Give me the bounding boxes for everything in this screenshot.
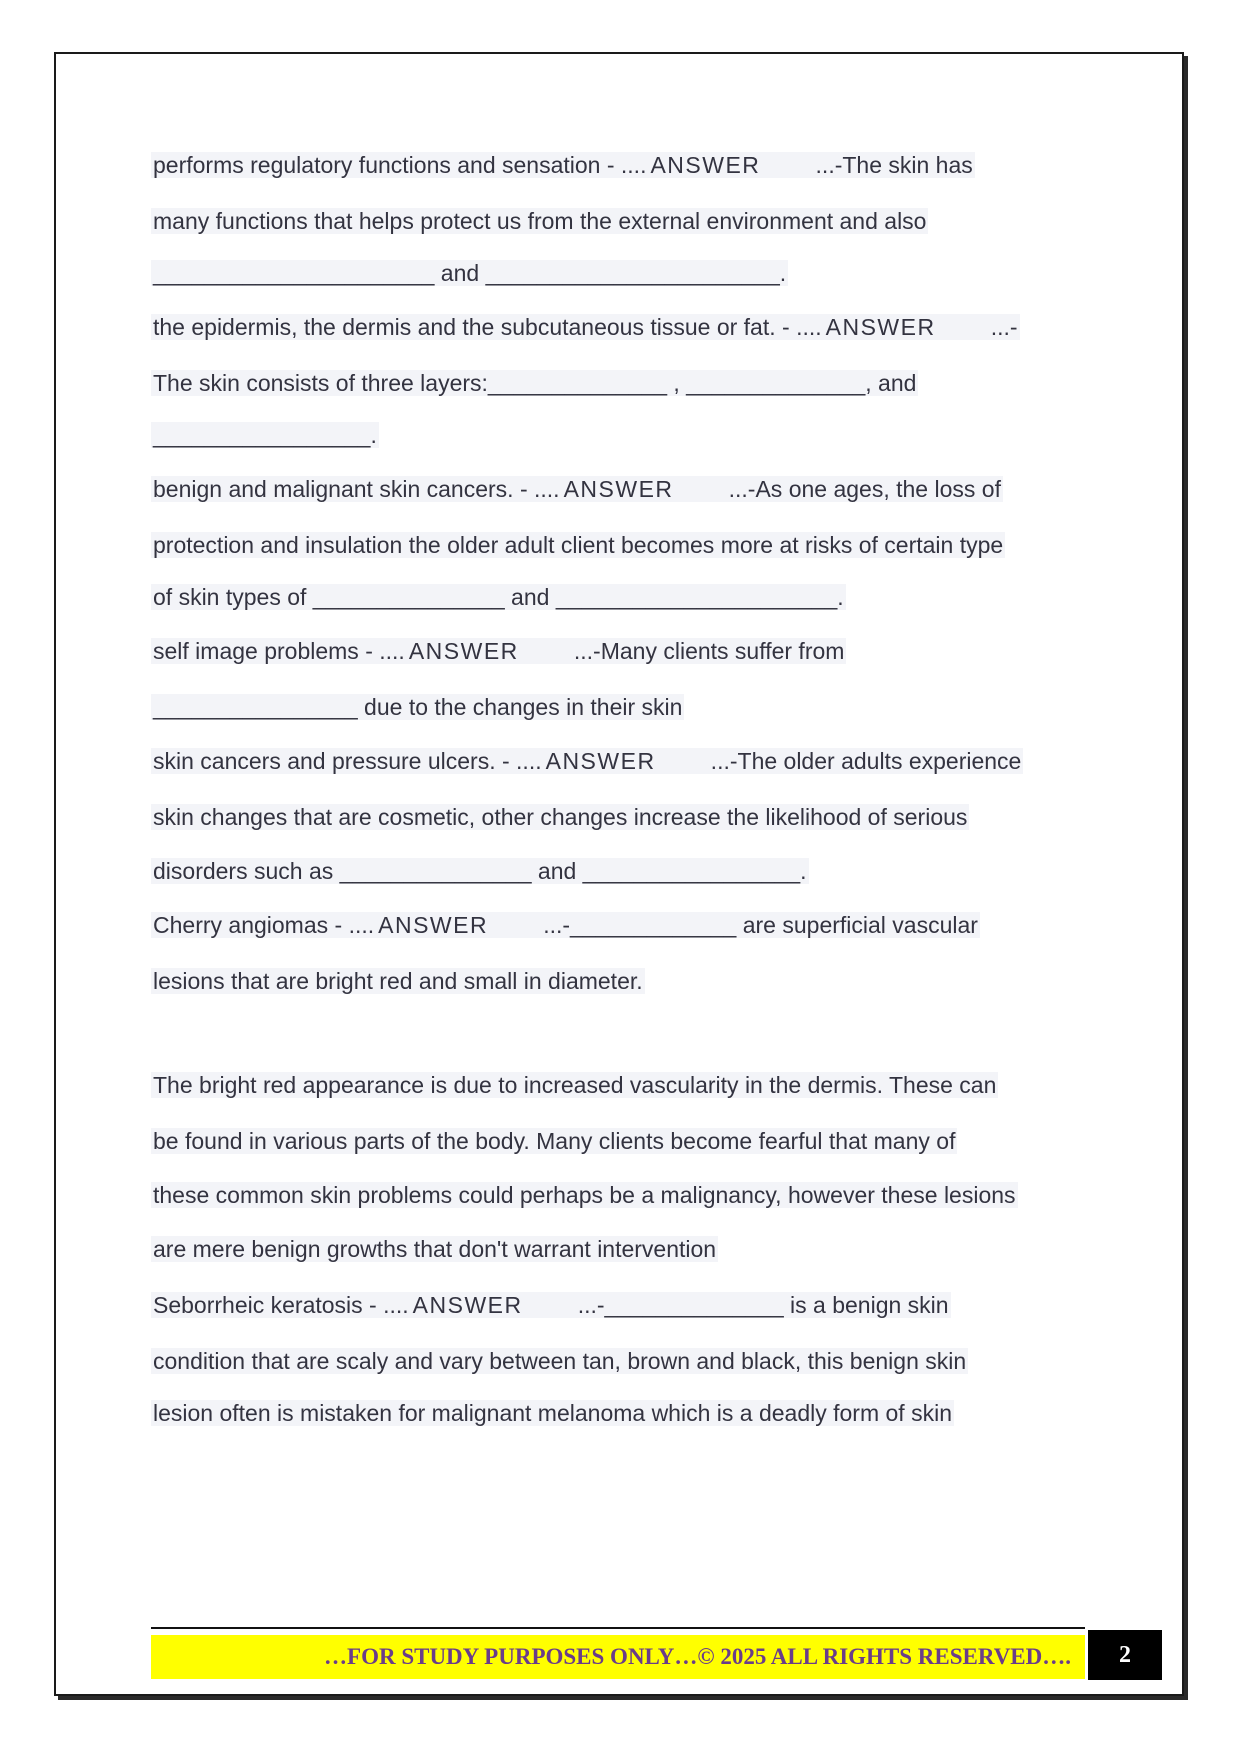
text-line [151,964,645,998]
text-line [151,148,975,182]
question-text: benign and malignant skin cancers. - .... [153,476,560,502]
question-text: the epidermis, the dermis and the subcutaneous tissue or fat. - .... [153,314,822,340]
text-line [151,310,1020,344]
text-line [151,418,379,452]
question-text: Cherry angiomas - .... [153,912,375,938]
footer-banner [151,1635,1085,1679]
text-line [151,1288,951,1322]
text-line [151,744,1023,778]
answer-label: ANSWER [412,1292,523,1318]
text-line-content: lesions that are bright red and small in diameter. [153,968,643,994]
page-number: 2 [1119,1641,1131,1668]
text-line-content: protection and insulation the older adult client becomes more at risks of certain type [153,532,1004,558]
answer-text: ...-The older adults experience [659,748,1022,774]
text-line-content: condition that are scaly and vary between tan, brown and black, this benign skin [153,1348,967,1374]
text-line [151,1068,998,1102]
answer-label: ANSWER [545,748,656,774]
footer-divider [151,1627,1085,1629]
answer-text: ...-As one ages, the loss of [677,476,1001,502]
text-line-content: ______________________ and _______________________. [153,260,787,286]
text-line [151,256,788,290]
text-line [151,1124,957,1158]
text-line-content: The bright red appearance is due to increased vascularity in the dermis. These can [153,1072,997,1098]
text-line-content: are mere benign growths that don't warrant intervention [153,1236,717,1262]
text-line-content: these common skin problems could perhaps be a malignancy, however these lesions [153,1182,1016,1208]
answer-label: ANSWER [650,152,761,178]
text-line-content: skin changes that are cosmetic, other changes increase the likelihood of serious [153,804,968,830]
text-line [151,528,1005,562]
text-line [151,1232,718,1266]
text-line [151,908,980,942]
answer-text: ...-______________ is a benign skin [526,1292,949,1318]
text-line [151,472,1003,506]
answer-text: ...-Many clients suffer from [522,638,845,664]
footer-copyright-text: …FOR STUDY PURPOSES ONLY…© 2025 ALL RIGHTS RESERVED…. [324,1644,1071,1669]
question-text: skin cancers and pressure ulcers. - .... [153,748,542,774]
text-line-content: ________________ due to the changes in their skin [153,694,683,720]
text-line [151,1178,1018,1212]
answer-label: ANSWER [563,476,674,502]
answer-text: ...-The skin has [764,152,973,178]
text-line-content: of skin types of _______________ and ______________________. [153,584,844,610]
text-line [151,1344,968,1378]
text-line [151,690,684,724]
question-text: performs regulatory functions and sensation - .... [153,152,647,178]
text-line-content: The skin consists of three layers:______________ , ______________, and [153,370,917,396]
text-line [151,366,918,400]
text-line-content: _________________. [153,422,377,448]
question-text: self image problems - .... [153,638,405,664]
text-line [151,204,928,238]
text-line-content: many functions that helps protect us from the external environment and also [153,208,927,234]
text-line [151,634,846,668]
text-line [151,1396,954,1430]
text-line-content: be found in various parts of the body. Many clients become fearful that many of [153,1128,956,1154]
answer-label: ANSWER [378,912,489,938]
answer-label: ANSWER [408,638,519,664]
text-line-content: disorders such as _______________ and _________________. [153,858,807,884]
page-number-box [1088,1630,1162,1680]
answer-text: ...- [939,314,1018,340]
answer-text: ...-_____________ are superficial vascular [492,912,978,938]
question-text: Seborrheic keratosis - .... [153,1292,409,1318]
text-line [151,580,846,614]
text-line [151,800,969,834]
text-line [151,854,809,888]
text-line-content: lesion often is mistaken for malignant melanoma which is a deadly form of skin [153,1400,952,1426]
answer-label: ANSWER [825,314,936,340]
